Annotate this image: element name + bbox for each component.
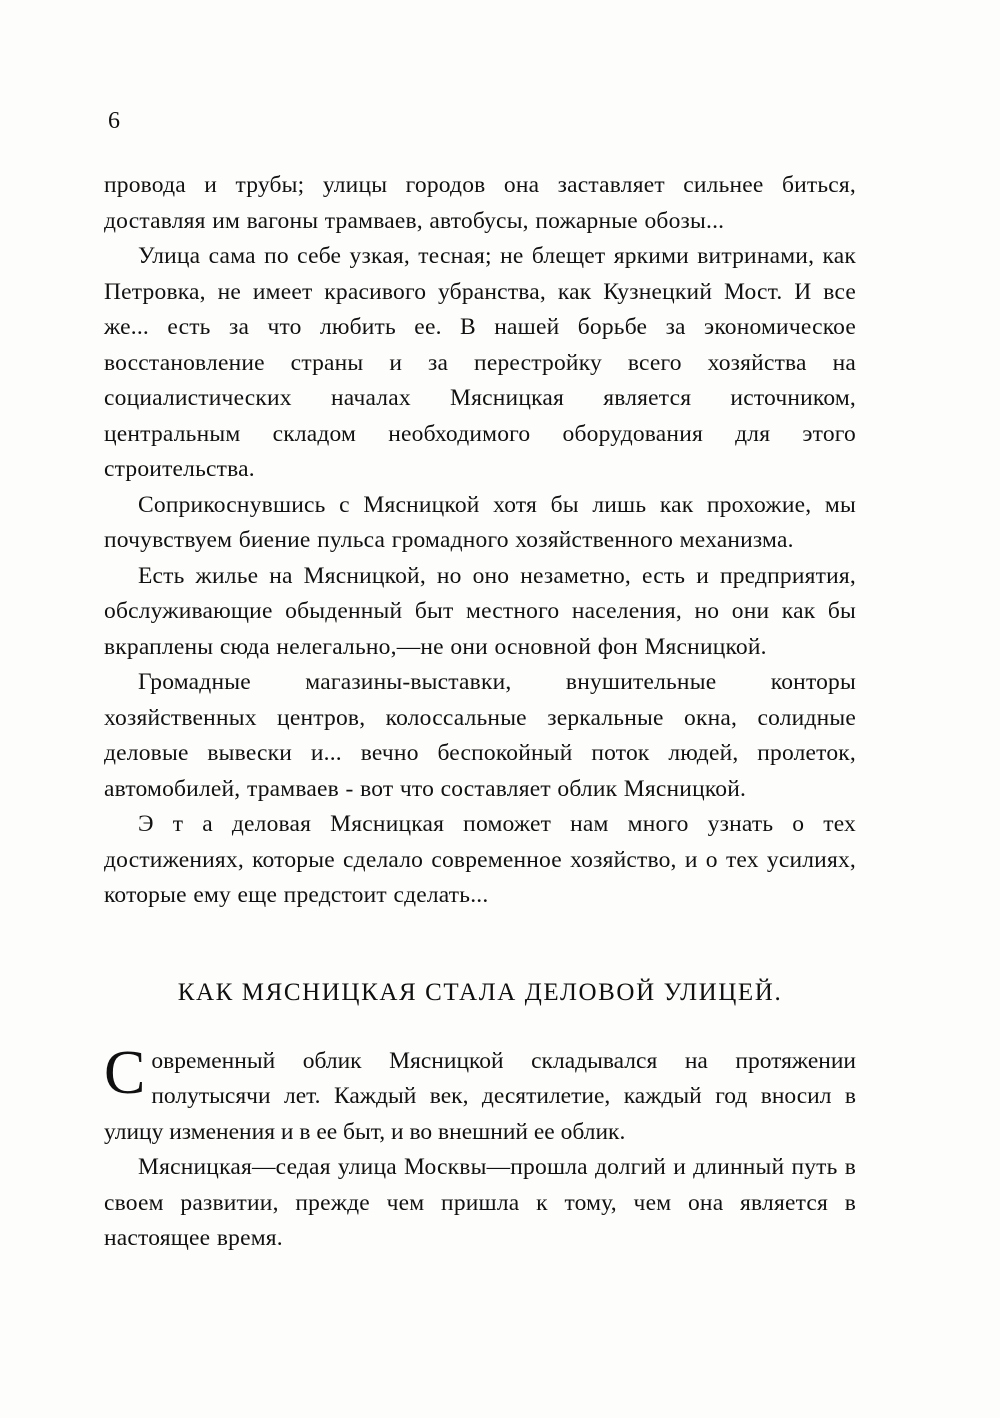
paragraph: провода и трубы; улицы городов она заставляет сильнее биться, доставляя им вагоны трамваев, автобусы, пожарные обозы... [104,172,856,234]
heading-spacer [104,1010,856,1044]
paragraph: Улица сама по себе узкая, тесная; не блещет яркими витринами, как Петровка, не имеет красивого убранства, как Кузнецкий Мост. И все же... есть за что любить ее. В нашей борьбе за экономическое восстановление страны и за перестройку всего хозяйства на социалистических началах Мясницкая является источником, центральным складом необходимого оборудования для этого строительства. [104,243,856,482]
dropcap-paragraph-text: овременный облик Мясницкой складывался на протяжении полутысячи лет. Каждый век, десятилетие, каждый год вносил в улицу изменения и в ее быт, и во внешний ее облик. [104,1047,856,1145]
paragraph: Э т а деловая Мясницкая поможет нам много узнать о тех достижениях, которые сделало современное хозяйство, и о тех усилиях, которые ему еще предстоит сделать... [104,811,856,908]
page-number: 6 [108,108,121,134]
section-heading: КАК МЯСНИЦКАЯ СТАЛА ДЕЛОВОЙ УЛИЦЕЙ. [177,978,783,1006]
dropcap-paragraph [104,1038,856,1151]
section-spacer [104,914,856,976]
paragraph: Есть жилье на Мясницкой, но оно незаметно, есть и предприятия, обслуживающие обыденный быт местного населения, но они как бы вкраплены сюда нелегально,—не они основной фон Мясницкой. [104,562,856,660]
dropcap-letter: С [104,1038,146,1107]
paragraph: Громадные магазины-выставки, внушительные конторы хозяйственных центров, колоссальные зеркальные окна, солидные деловые вывески и... вечно беспокойный поток людей, пролеток, автомобилей, трамваев - вот что составляет облик Мясницкой. [104,669,856,802]
paragraph: Соприкоснувшись с Мясницкой хотя бы лишь как прохожие, мы почувствуем биение пульса громадного хозяйственного механизма. [104,491,856,553]
text-column [104,168,856,1257]
paragraph: Мясницкая—седая улица Москвы—прошла долгий и длинный путь в своем развитии, прежде чем пришла к тому, чем она является в настоящее время. [104,1154,856,1251]
